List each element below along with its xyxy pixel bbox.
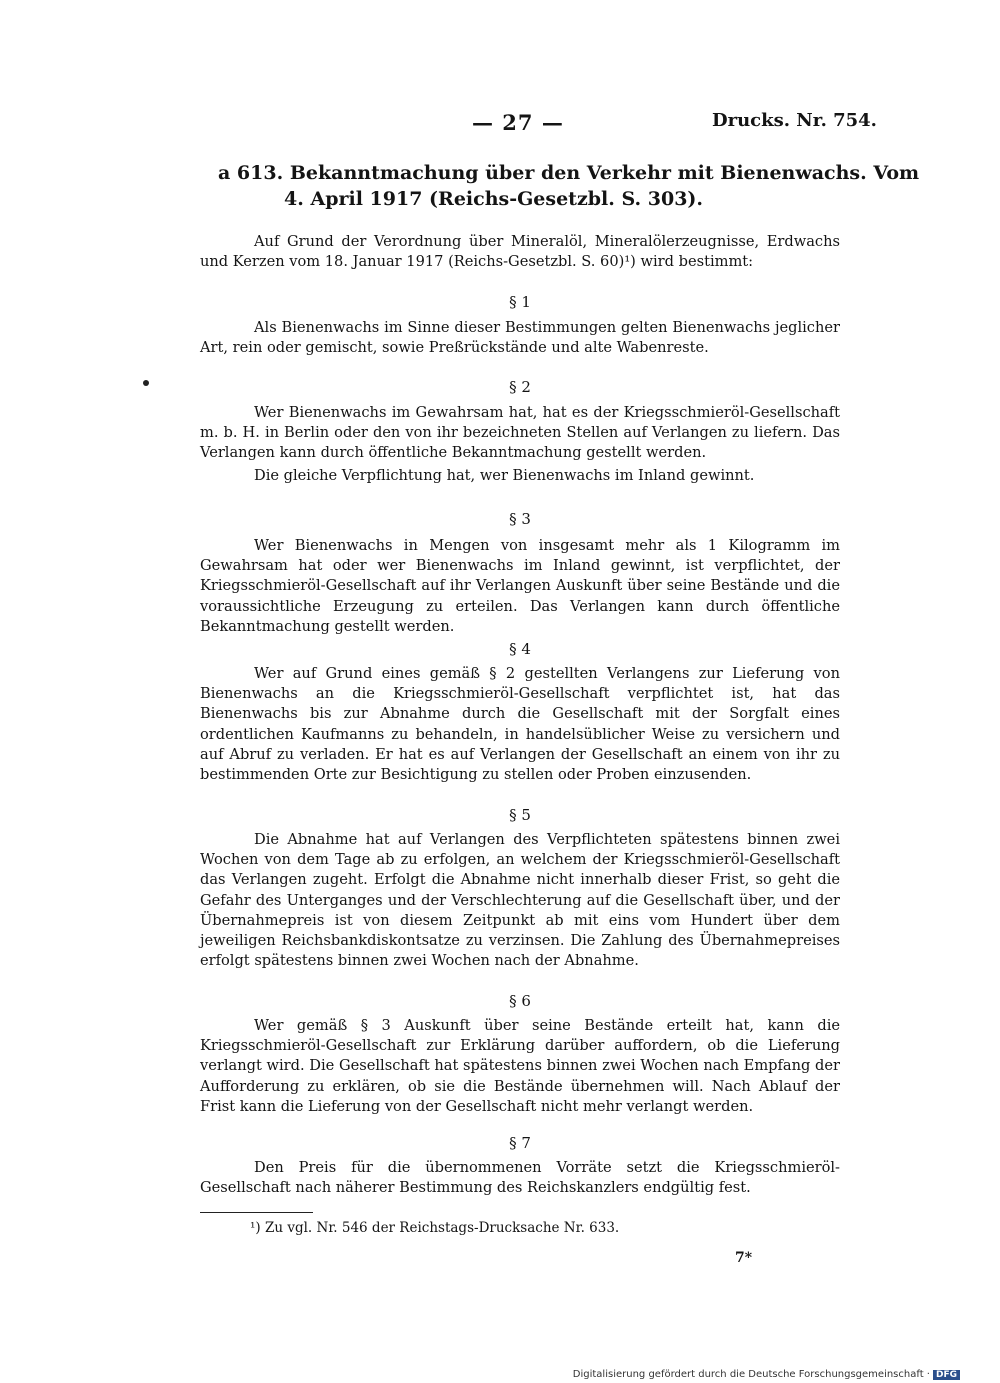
section-2-paragraph-1: Wer Bienenwachs im Gewahrsam hat, hat es der Kriegsschmieröl-Gesellschaft m. b. H. in Berlin oder den von ihr bezeichneten Stellen auf Verlangen zu liefern. Das Verlangen kann durch öffentliche Bekanntmachung gestellt werden. bbox=[200, 404, 840, 462]
document-title bbox=[218, 160, 920, 212]
section-2-paragraph-2: Die gleiche Verpflichtung hat, wer Bienenwachs im Inland gewinnt. bbox=[254, 467, 755, 484]
section-1-heading: § 1 bbox=[509, 293, 531, 311]
section-4-paragraph: Wer auf Grund eines gemäß § 2 gestellten Verlangens zur Lieferung von Bienenwachs an die Kriegsschmieröl-Gesellschaft verpflichtet ist, hat das Bienenwachs bis zur Abnahme durch die Gesellschaft mit der Sorgfalt eines ordentlichen Kaufmanns zu behandeln, in handelsüblicher Weise zu versichern und auf Abruf zu verladen. Er hat es auf Verlangen der Gesellschaft an einem von ihr zu bestimmenden Orte zur Besichtigung zu stellen oder Proben einzusenden. bbox=[200, 665, 840, 784]
footnote-rule bbox=[200, 1212, 313, 1213]
dfg-logo: DFG bbox=[933, 1370, 960, 1380]
page-number: — 27 — bbox=[472, 110, 564, 135]
section-2-heading: § 2 bbox=[509, 378, 531, 396]
signature-mark: 7* bbox=[735, 1250, 753, 1266]
title-line-1: a 613. Bekanntmachung über den Verkehr mit Bienenwachs. Vom bbox=[218, 162, 920, 184]
section-4-heading: § 4 bbox=[509, 640, 531, 658]
intro-paragraph: Auf Grund der Verordnung über Mineralöl, Mineralölerzeugnisse, Erdwachs und Kerzen vom 18. Januar 1917 (Reichs-Gesetzbl. S. 60)¹) wird bestimmt: bbox=[200, 233, 840, 271]
section-3-paragraph: Wer Bienenwachs in Mengen von insgesamt mehr als 1 Kilogramm im Gewahrsam hat oder wer Bienenwachs im Inland gewinnt, ist verpflichtet, der Kriegsschmieröl-Gesellschaft auf ihr Verlangen Auskunft über seine Bestände und die voraussichtliche Erzeugung zu erteilen. Das Verlangen kann durch öffentliche Bekanntmachung gestellt werden. bbox=[200, 537, 840, 635]
section-5-paragraph: Die Abnahme hat auf Verlangen des Verpflichteten spätestens binnen zwei Wochen von dem Tage ab zu erfolgen, an welchem der Kriegsschmieröl-Gesellschaft das Verlangen zugeht. Erfolgt die Abnahme nicht innerhalb dieser Frist, so geht die Gefahr des Unterganges und der Verschlechterung auf die Gesellschaft über, und der Übernahmepreis ist von diesem Zeitpunkt ab mit eins vom Hundert über dem jeweiligen Reichsbankdiskontsatze zu verzinsen. Die Zahlung des Übernahmepreises erfolgt spätestens binnen zwei Wochen nach der Abnahme. bbox=[200, 831, 840, 970]
section-7-heading: § 7 bbox=[509, 1134, 531, 1152]
margin-mark bbox=[143, 380, 149, 386]
footnote: ¹) Zu vgl. Nr. 546 der Reichstags-Drucksache Nr. 633. bbox=[250, 1220, 620, 1236]
section-7-paragraph: Den Preis für die übernommenen Vorräte setzt die Kriegsschmieröl-Gesellschaft nach näherer Bestimmung des Reichskanzlers endgültig fest. bbox=[200, 1159, 840, 1197]
section-1-paragraph: Als Bienenwachs im Sinne dieser Bestimmungen gelten Bienenwachs jeglicher Art, rein oder gemischt, sowie Preßrückstände und alte Wabenreste. bbox=[200, 319, 840, 357]
section-5-heading: § 5 bbox=[509, 806, 531, 824]
digitization-credit bbox=[573, 1369, 960, 1380]
section-6-heading: § 6 bbox=[509, 992, 531, 1010]
print-number: Drucks. Nr. 754. bbox=[712, 110, 877, 131]
section-3-heading: § 3 bbox=[509, 510, 531, 528]
title-line-2: 4. April 1917 (Reichs-Gesetzbl. S. 303). bbox=[284, 188, 704, 210]
credit-text: Digitalisierung gefördert durch die Deutsche Forschungsgemeinschaft · bbox=[572, 1369, 930, 1380]
section-6-paragraph: Wer gemäß § 3 Auskunft über seine Bestände erteilt hat, kann die Kriegsschmieröl-Gesellschaft zur Erklärung darüber auffordern, ob die Lieferung verlangt wird. Die Gesellschaft hat spätestens binnen zwei Wochen nach Empfang der Aufforderung zu erklären, ob sie die Bestände übernehmen will. Nach Ablauf der Frist kann die Lieferung von der Gesellschaft nicht mehr verlangt werden. bbox=[200, 1017, 840, 1115]
